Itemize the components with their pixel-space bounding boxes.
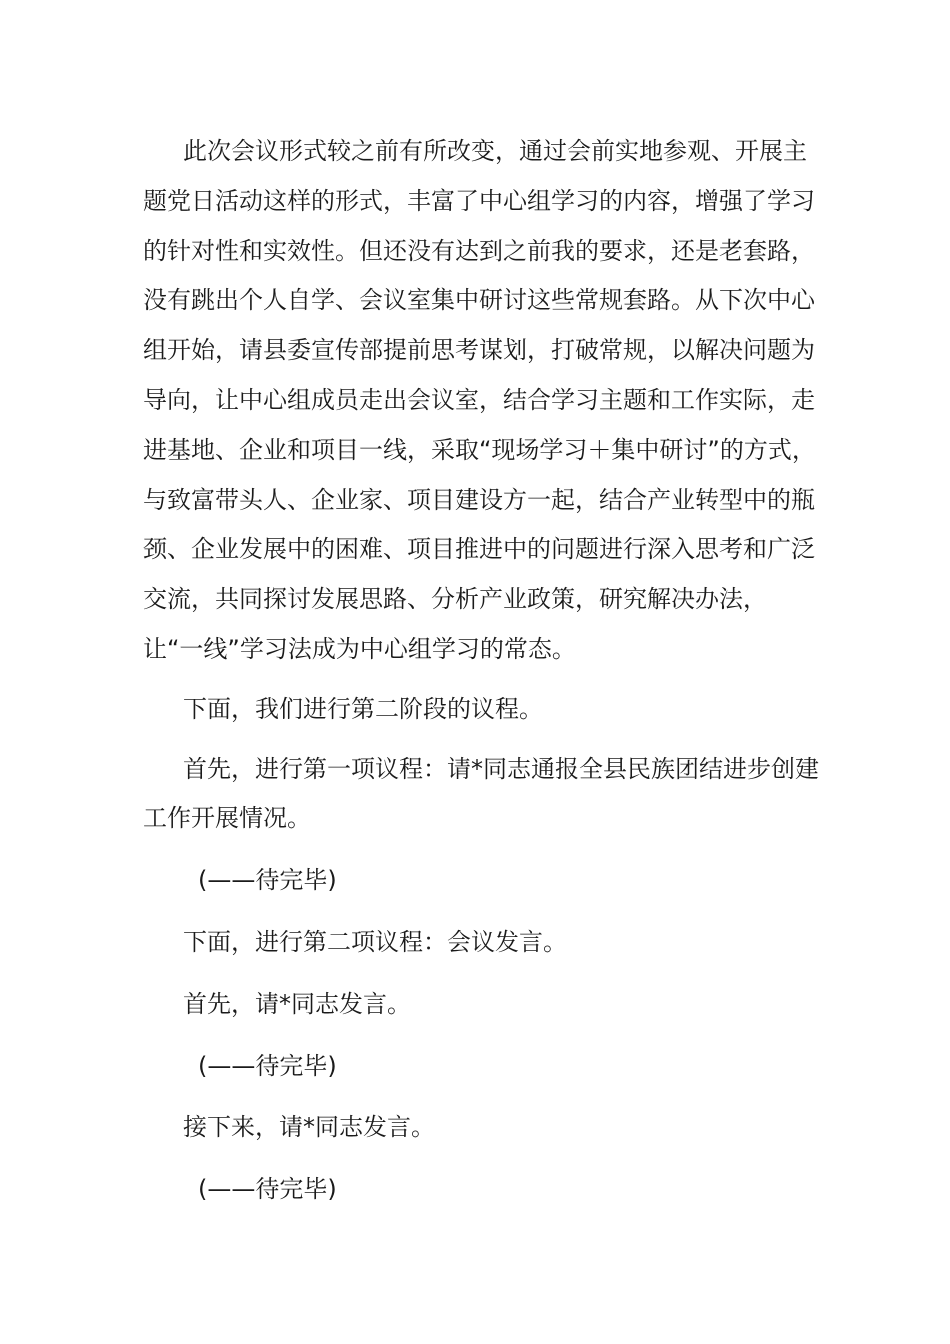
pending-note-3: (——待完毕)	[198, 1175, 337, 1204]
body-paragraph-4: 下面，进行第二项议程：会议发言。	[183, 927, 567, 956]
body-paragraph-1: 此次会议形式较之前有所改变，通过会前实地参观、开展主题党日活动这样的形式，丰富了中心组学习的内容，增强了学习的针对性和实效性。但还没有达到之前我的要求，还是老套路，没有跳出个人自学、会议室集中研讨这些常规套路。从下次中心组开始，请县委宣传部提前思考谋划，打破常规，以解决问题为导向，让中心组成员走出会议室，结合学习主题和工作实际，走进基地、企业和项目一线，采取“现场学习＋集中研讨”的方式，与致富带头人、企业家、项目建设方一起，结合产业转型中的瓶颈、企业发展中的困难、项目推进中的问题进行深入思考和广泛交流，共同探讨发展思路、分析产业政策，研究解决办法，让“一线”学习法成为中心组学习的常态。	[143, 137, 816, 663]
body-paragraph-2: 下面，我们进行第二阶段的议程。	[183, 694, 543, 723]
body-paragraph-5: 首先，请*同志发言。	[183, 989, 411, 1018]
body-paragraph-3: 首先，进行第一项议程：请*同志通报全县民族团结进步创建工作开展情况。	[143, 754, 819, 833]
pending-note-1: (——待完毕)	[198, 866, 337, 895]
pending-note-2: (——待完毕)	[198, 1051, 337, 1080]
body-paragraph-6: 接下来，请*同志发言。	[183, 1113, 435, 1142]
